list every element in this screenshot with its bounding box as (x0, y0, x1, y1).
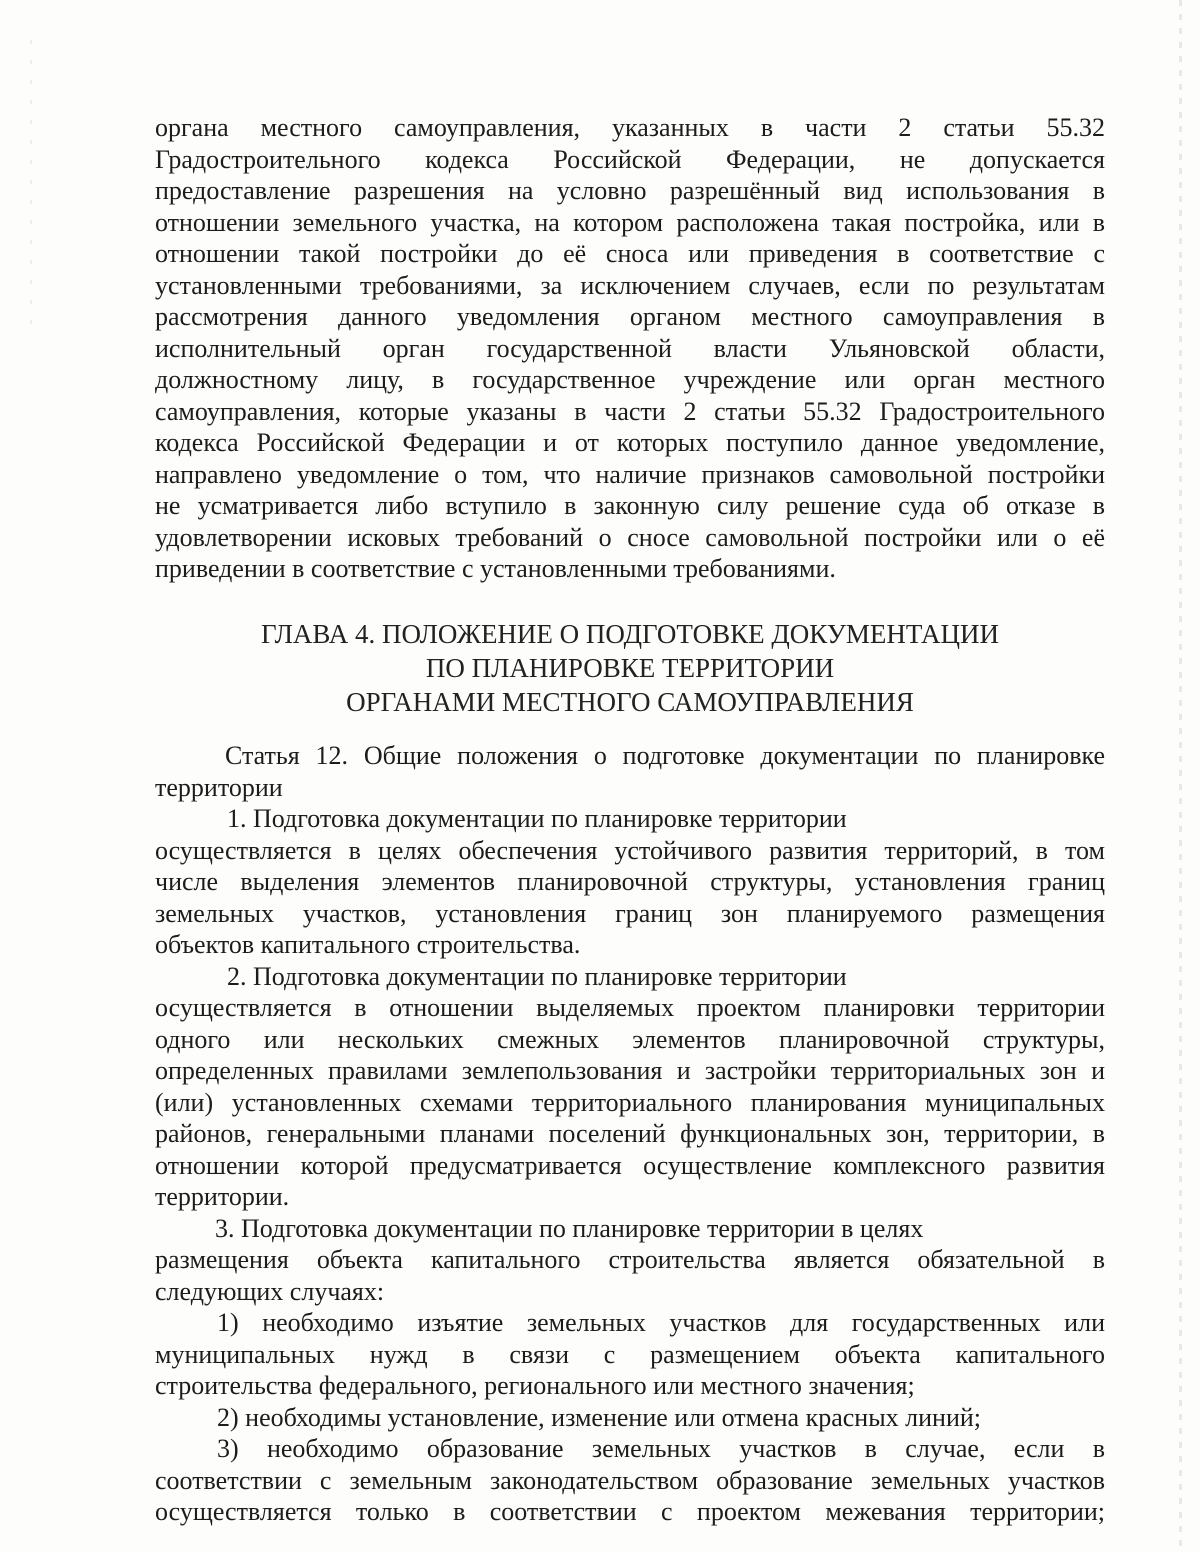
article-title: Статья 12. Общие положения о подготовке документации по планировке (225, 741, 1105, 770)
word: территории (719, 961, 847, 991)
text-line: районов, генеральными планами поселений функциональных зон, территории, в (155, 1119, 1105, 1148)
scan-artifact-left (30, 40, 32, 340)
text-line: числе выделения элементов планировочной структуры, установления границ (155, 867, 1105, 896)
text-line: должностному лицу, в государственное учреждение или орган местного (155, 365, 1105, 394)
chapter-heading-line: ГЛАВА 4. ПОЛОЖЕНИЕ О ПОДГОТОВКЕ ДОКУМЕНТАЦИИ (261, 619, 999, 649)
text-line: направлено уведомление о том, что наличие признаков самовольной постройки (155, 459, 1105, 489)
text-line: следующих случаях: (155, 1276, 385, 1306)
word: территории (719, 804, 847, 833)
text-line: удовлетворении исковых требований о сносе самовольной постройки или о её (155, 522, 1105, 552)
item-number: 3. (215, 1213, 235, 1243)
word: Подготовка (253, 961, 381, 991)
item-1-head (155, 803, 1105, 835)
item-number: 2. (227, 961, 247, 991)
article-12 (155, 740, 1105, 1528)
subitem-1: 1) необходимо изъятие земельных участков для государственных или (217, 1308, 1105, 1337)
chapter-heading-line: ПО ПЛАНИРОВКЕ ТЕРРИТОРИИ (425, 653, 835, 683)
text-line: осуществляется в целях обеспечения устойчивого развития территорий, в том (155, 835, 1105, 865)
subitem-3: 3) необходимо образование земельных участков в случае, если в (217, 1434, 1105, 1463)
text-line: соответствии с земельным законодательством образование земельных участков (155, 1465, 1105, 1495)
text-line: земельных участков, установления границ зон планируемого размещения (155, 898, 1105, 928)
word: по (551, 961, 578, 991)
text-line: установленными требованиями, за исключением случаев, если по результатам (155, 270, 1105, 300)
text-line: отношении такой постройки до её сноса или приведения в соответствие с (155, 239, 1105, 268)
text-line: размещения объекта капитального строительства является обязательной в (155, 1245, 1105, 1274)
text-line: предоставление разрешения на условно разрешённый вид использования в (155, 176, 1105, 205)
text-line: рассмотрения данного уведомления органом местного самоуправления в (155, 302, 1105, 331)
item-number: 1. (227, 804, 247, 833)
word: Подготовка (253, 804, 381, 833)
item-2-head (155, 961, 1105, 993)
text-line: Градостроительного кодекса Российской Федерации, не допускается (155, 144, 1105, 174)
item-3-head-text: Подготовка документации по планировке территории в целях (241, 1213, 924, 1243)
word: планировке (584, 961, 713, 991)
text-line: исполнительный орган государственной власти Ульяновской области, (155, 333, 1105, 363)
text-line: кодекса Российской Федерации и от которых поступило данное уведомление, (155, 428, 1105, 457)
text-line: не усматривается либо вступило в законную силу решение суда об отказе в (155, 491, 1105, 520)
text-line: строительства федерального, регионального или местного значения; (155, 1371, 915, 1400)
text-line: самоуправления, которые указаны в части 2 статьи 55.32 Градостроительного (155, 396, 1105, 426)
text-line: отношении земельного участка, на котором расположена такая постройка, или в (155, 207, 1105, 237)
text-line: отношении которой предусматривается осуществление комплексного развития (155, 1150, 1105, 1180)
article-title-cont: территории (155, 772, 283, 802)
text-line: муниципальных нужд в связи с размещением объекта капитального (155, 1339, 1105, 1369)
text-line: приведении в соответствие с установленными требованиями. (155, 554, 836, 583)
chapter-heading (155, 617, 1105, 719)
word: документации (386, 804, 545, 833)
word: планировке (584, 804, 713, 833)
text-line: одного или нескольких смежных элементов планировочной структуры, (155, 1024, 1105, 1054)
text-line: определенных правилами землепользования и застройки территориальных зон и (155, 1056, 1105, 1085)
text-line: (или) установленных схемами территориального планирования муниципальных (155, 1087, 1105, 1117)
text-line: объектов капитального строительства. (155, 930, 581, 959)
subitem-2: 2) необходимы установление, изменение или отмена красных линий; (217, 1402, 982, 1432)
text-line: осуществляется в отношении выделяемых проектом планировки территории (155, 993, 1105, 1022)
word: по (551, 804, 578, 833)
paragraph-top (155, 112, 1105, 585)
text-line: органа местного самоуправления, указанных в части 2 статьи 55.32 (155, 113, 1105, 142)
word: документации (386, 961, 545, 991)
text-line: территории. (155, 1182, 290, 1211)
item-3-head (155, 1213, 1105, 1245)
chapter-heading-line: ОРГАНАМИ МЕСТНОГО САМОУПРАВЛЕНИЯ (346, 687, 914, 717)
scan-artifact-edge (1179, 0, 1182, 1553)
text-line: осуществляется только в соответствии с проектом межевания территории; (155, 1497, 1105, 1526)
